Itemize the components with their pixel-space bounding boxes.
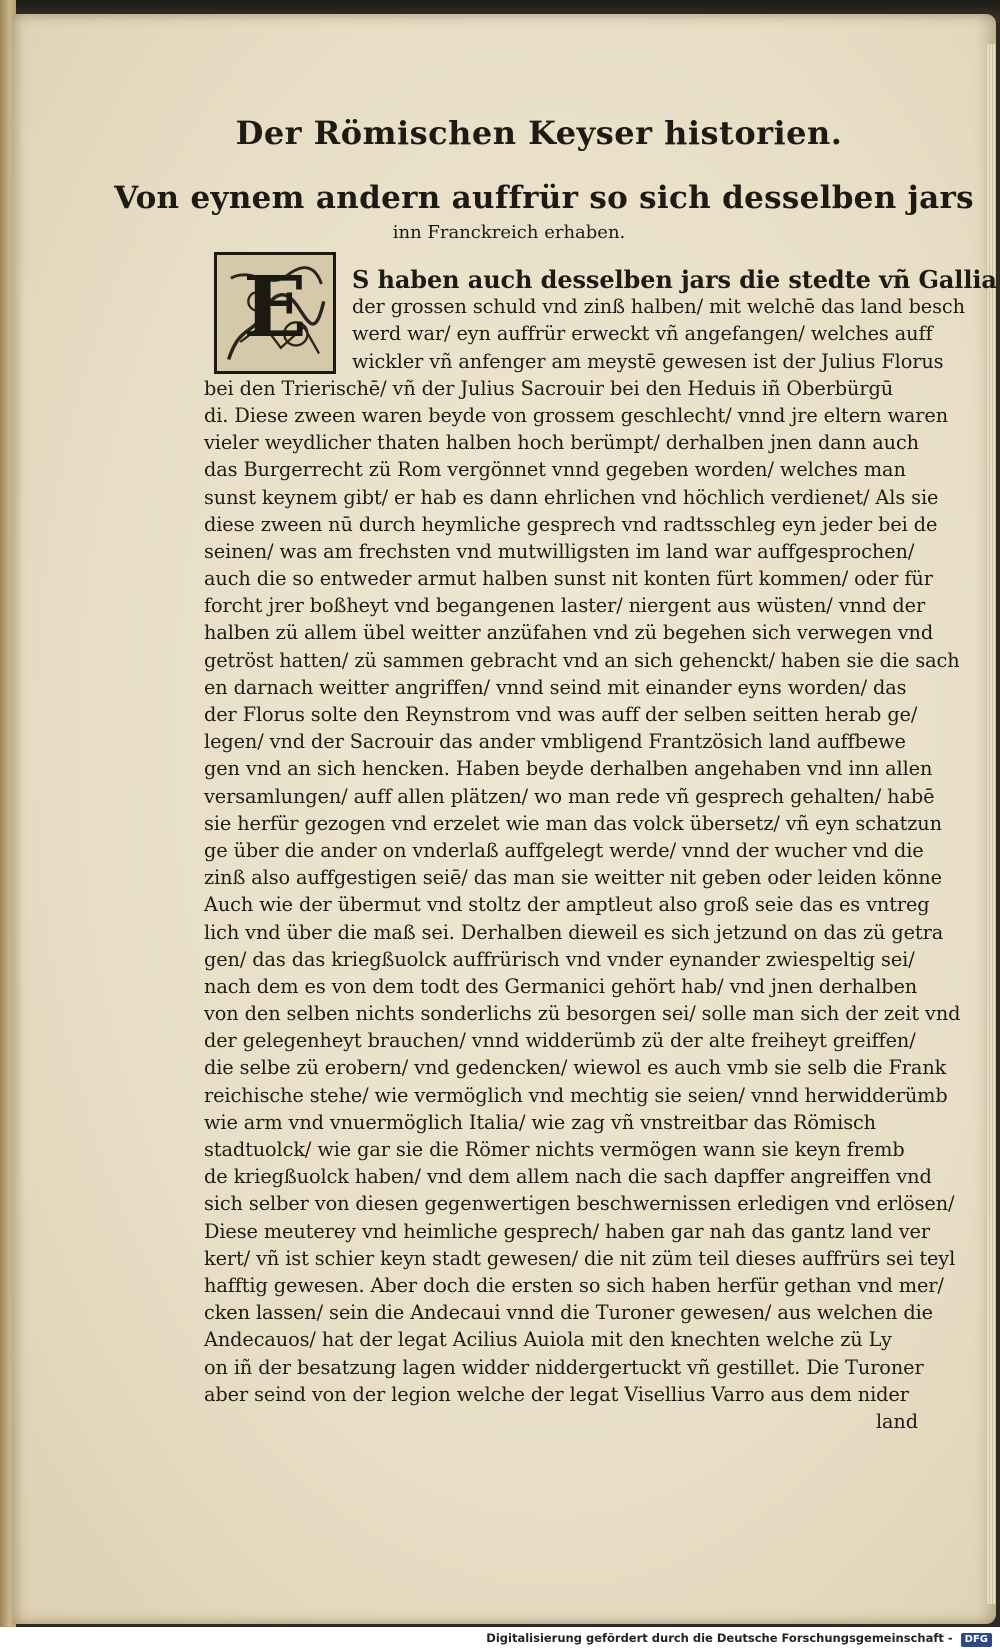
- text-line: Diese meuterey vnd heimliche gesprech/ haben gar nah das gantz land ver: [204, 1219, 930, 1243]
- text-line: versamlungen/ auff allen plätzen/ wo man rede vñ gesprech gehalten/ habē: [204, 784, 935, 808]
- text-line: bei den Trierischē/ vñ der Julius Sacrouir bei den Heduis iñ Oberbürgū: [204, 376, 894, 400]
- text-line: zinß also auffgestigen seiē/ das man sie weitter nit geben oder leiden könne: [204, 866, 942, 890]
- text-line: aber seind von der legion welche der legat Visellius Varro aus dem nider: [204, 1382, 909, 1406]
- body-text: [204, 265, 997, 1435]
- running-head: Der Römischen Keyser historien.: [235, 114, 843, 152]
- initial-letter: E: [243, 258, 307, 357]
- text-line: gen/ das das kriegßuolck auffrürisch vnd vnder eynander zwiespeltig sei/: [204, 947, 915, 971]
- text-line: S haben auch desselben jars die stedte vñ Gallia: [352, 265, 997, 294]
- text-line: cken lassen/ sein die Andecaui vnnd die Turoner gewesen/ aus welchen die: [204, 1301, 933, 1325]
- text-line: diese zween nū durch heymliche gesprech vnd radtsschleg eyn jeder bei de: [204, 512, 938, 536]
- text-line: legen/ vnd der Sacrouir das ander vmbligend Frantzösich land auffbewe: [204, 730, 906, 754]
- text-line: Auch wie der übermut vnd stoltz der amptleut also groß seie das es vntreg: [204, 893, 930, 917]
- chapter-title: Von eynem andern auffrür so sich desselben jars: [114, 180, 974, 216]
- footer-text: Digitalisierung gefördert durch die Deutsche Forschungsgemeinschaft: [486, 1631, 944, 1645]
- text-line: land: [875, 1409, 918, 1433]
- text-line: vieler weydlicher thaten halben hoch berümpt/ derhalben jnen dann auch: [204, 431, 919, 455]
- text-line: hafftig gewesen. Aber doch die ersten so sich haben herfür gethan vnd mer/: [204, 1273, 944, 1297]
- text-line: kert/ vñ ist schier keyn stadt gewesen/ die nit züm teil dieses auffrürs sei teyl: [204, 1246, 956, 1270]
- text-line: werd war/ eyn auffrür erweckt vñ angefangen/ welches auff: [352, 322, 933, 346]
- text-line: der grossen schuld vnd zinß halben/ mit welchē das land besch: [352, 295, 965, 319]
- text-line: gen vnd an sich hencken. Haben beyde derhalben angehaben vnd inn allen: [204, 757, 933, 781]
- text-line: on iñ der besatzung lagen widder niddergertuckt vñ gestillet. Die Turoner: [204, 1355, 924, 1379]
- chapter-subtitle: inn Franckreich erhaben.: [392, 222, 626, 243]
- text-line: reichische stehe/ wie vermöglich vnd mechtig sie seien/ vnnd herwidderümb: [204, 1083, 948, 1107]
- text-line: sunst keynem gibt/ er hab es dann ehrlichen vnd höchlich verdienet/ Als sie: [204, 485, 939, 509]
- text-line: nach dem es von dem todt des Germanici gehört hab/ vnd jnen derhalben: [204, 974, 918, 998]
- text-line: das Burgerrecht zü Rom vergönnet vnnd gegeben worden/ welches man: [204, 458, 906, 482]
- text-line: lich vnd über die maß sei. Derhalben dieweil es sich jetzund on das zü getra: [204, 920, 944, 944]
- text-line: stadtuolck/ wie gar sie die Römer nichts vermögen wann sie keyn fremb: [204, 1138, 905, 1161]
- text-line: von den selben nichts sonderlichs zü besorgen sei/ solle man sich der zeit vnd: [204, 1002, 961, 1026]
- text-line: die selbe zü erobern/ vnd gedencken/ wiewol es auch vmb sie selb die Frank: [204, 1056, 947, 1080]
- text-line: sich selber von diesen gegenwertigen beschwernissen erledigen vnd erlösen/: [204, 1192, 955, 1216]
- text-line: ge über die ander on vnderlaß auffgelegt werde/ vnnd der wucher vnd die: [204, 838, 924, 862]
- text-line: wickler vñ anfenger am meystē gewesen ist der Julius Florus: [352, 349, 944, 373]
- text-line: sie herfür gezogen vnd erzelet wie man das volck übersetz/ vñ eyn schatzun: [204, 811, 942, 835]
- text-line: de kriegßuolck haben/ vnd dem allem nach die sach dapffer angreiffen vnd: [204, 1165, 932, 1189]
- text-line: forcht jrer boßheyt vnd begangenen laster/ niergent aus wüsten/ vnnd der: [204, 594, 926, 618]
- text-line: di. Diese zween waren beyde von grossem geschlecht/ vnnd jre eltern waren: [204, 403, 949, 427]
- text-line: en darnach weitter angriffen/ vnnd seind mit einander eyns worden/ das: [204, 675, 907, 699]
- text-line: getröst hatten/ zü sammen gebracht vnd an sich gehenckt/ haben sie die sach: [204, 648, 960, 672]
- text-line: Andecauos/ hat der legat Acilius Auiola mit den knechten welche zü Ly: [204, 1328, 892, 1352]
- dfg-logo: DFG: [961, 1633, 992, 1647]
- text-line: der gelegenheyt brauchen/ vnnd widderümb zü der alte freiheyt greiffen/: [204, 1029, 916, 1053]
- text-line: seinen/ was am frechsten vnd mutwilligsten im land war auffgesprochen/: [204, 539, 915, 563]
- text-line: der Florus solte den Reynstrom vnd was auff der selben seitten herab ge/: [204, 703, 918, 726]
- text-line: auch die so entweder armut halben sunst nit konten fürt kommen/ oder für: [204, 567, 933, 591]
- text-line: wie arm vnd vnuermöglich Italia/ wie zag vñ vnstreitbar das Römisch: [204, 1110, 877, 1134]
- book-page: [12, 14, 996, 1624]
- text-line: halben zü allem übel weitter anzüfahen vnd zü begehen sich verwegen vnd: [204, 621, 934, 645]
- digitization-credit: Digitalisierung gefördert durch die Deutsche Forschungsgemeinschaft - DFG: [0, 1627, 1000, 1649]
